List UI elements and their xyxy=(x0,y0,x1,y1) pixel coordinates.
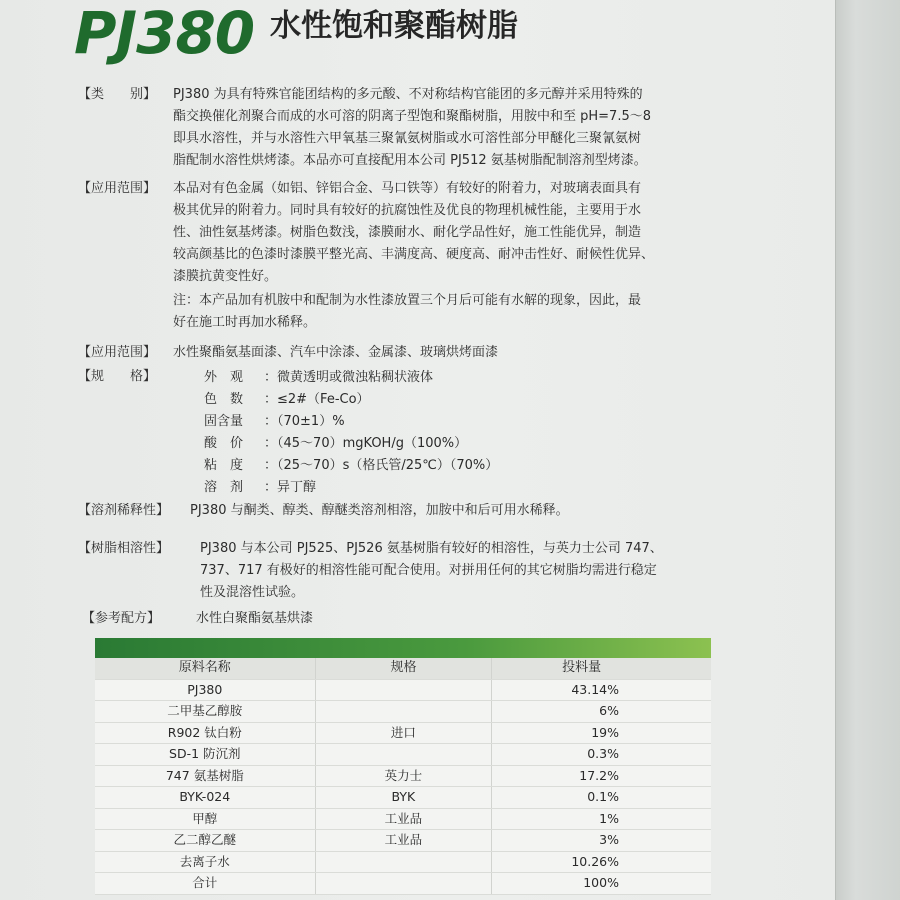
table-cell xyxy=(315,701,492,722)
table-cell: BYK xyxy=(315,787,492,808)
table-cell: 100% xyxy=(491,873,711,894)
text-line: 漆膜抗黄变性好。 xyxy=(173,269,278,284)
section-body: 水性聚酯氨基面漆、汽车中涂漆、金属漆、玻璃烘烤面漆 xyxy=(173,345,499,360)
spec-value: ：异丁醇 xyxy=(264,480,317,495)
table-header-band xyxy=(95,638,711,658)
section-label: 【应用范围】 xyxy=(78,345,157,360)
section-solvent xyxy=(78,500,798,522)
section-usage xyxy=(78,178,798,338)
section-usage-2 xyxy=(78,342,798,364)
table-cell: 去离子水 xyxy=(179,853,230,869)
text-line: PJ380 与本公司 PJ525、PJ526 氨基树脂有较好的相溶性，与英力士公司 747、 xyxy=(200,541,663,556)
spec-key: 酸 价 xyxy=(204,436,244,451)
section-body: PJ380 与酮类、醇类、醇醚类溶剂相溶，加胺中和后可用水稀释。 xyxy=(190,503,569,518)
text-line: PJ380 为具有特殊官能团结构的多元酸、不对称结构官能团的多元醇并采用特殊的 xyxy=(173,87,643,102)
section-label: 【应用范围】 xyxy=(78,181,157,196)
table-cell xyxy=(315,680,492,701)
table-cell: BYK-024 xyxy=(179,789,231,804)
text-line: 酯交换催化剂聚合而成的水可溶的阴离子型饱和聚酯树脂，用胺中和至 pH=7.5～8 xyxy=(173,109,651,124)
spec-key: 色 数 xyxy=(204,392,244,407)
spec-value: ：（25～70）s（格氏管/25℃）（70%） xyxy=(264,458,499,473)
table-cell: 43.14% xyxy=(491,680,711,701)
section-specs xyxy=(78,366,798,390)
table-cell: 工业品 xyxy=(315,830,492,851)
section-label: 【树脂相溶性】 xyxy=(78,541,170,556)
section-label: 【规 格】 xyxy=(78,369,157,384)
table-row xyxy=(95,787,711,809)
table-cell: 10.26% xyxy=(491,852,711,873)
column-header: 规格 xyxy=(315,658,492,679)
table-cell: 17.2% xyxy=(491,766,711,787)
table-body xyxy=(95,680,711,895)
section-body xyxy=(173,84,793,172)
column-header: 原料名称 xyxy=(178,660,231,675)
table-cell: 进口 xyxy=(315,723,492,744)
section-compat xyxy=(78,538,798,606)
table-cell: 英力士 xyxy=(315,766,492,787)
table-cell: SD-1 防沉剂 xyxy=(169,746,241,761)
section-label: 【类 别】 xyxy=(78,87,157,102)
table-cell: 二甲基乙醇胺 xyxy=(167,703,243,718)
table-cell: 0.1% xyxy=(491,787,711,808)
product-code: PJ380 xyxy=(74,0,255,67)
spec-key: 外 观 xyxy=(204,370,244,385)
table-cell: 0.3% xyxy=(491,744,711,765)
table-row xyxy=(95,766,711,788)
spec-key: 粘 度 xyxy=(204,458,244,473)
table-cell: R902 钛白粉 xyxy=(167,724,242,740)
text-line: 即具水溶性，并与水溶性六甲氧基三聚氰氨树脂或水可溶性部分甲醚化三聚氰氨树 xyxy=(173,131,642,146)
table-cell: 乙二醇乙醚 xyxy=(173,832,237,847)
table-row xyxy=(95,701,711,723)
section-body: 水性白聚酯氨基烘漆 xyxy=(196,611,314,626)
text-line: 脂配制水溶性烘烤漆。本品亦可直接配用本公司 PJ512 氨基树脂配制溶剂型烤漆。 xyxy=(173,153,647,168)
text-line: 性、油性氨基烤漆。树脂色数浅，漆膜耐水、耐化学品性好，施工性能优异，制造 xyxy=(173,225,642,240)
spec-key: 固含量 xyxy=(204,414,244,429)
table-cell xyxy=(315,873,492,894)
table-cell: 甲醇 xyxy=(192,810,218,826)
spec-key: 溶 剂 xyxy=(204,480,244,495)
table-row xyxy=(95,809,711,831)
table-cell: 3% xyxy=(491,830,711,851)
table-cell: PJ380 xyxy=(187,681,223,697)
text-line: 性及混溶性试验。 xyxy=(200,585,305,600)
note-line: 注：本产品加有机胺中和配制为水性漆放置三个月后可能有水解的现象，因此，最 xyxy=(173,293,642,308)
table-row xyxy=(95,830,711,852)
page-edge xyxy=(835,0,900,900)
table-header-row xyxy=(95,658,711,680)
table-row xyxy=(95,744,711,766)
table-cell: 1% xyxy=(491,809,711,830)
table-cell: 工业品 xyxy=(315,809,492,830)
text-line: 较高颜基比的色漆时漆膜平整光高、丰满度高、硬度高、耐冲击性好、耐候性优异、 xyxy=(173,247,655,262)
section-formula xyxy=(82,608,802,630)
note-line: 好在施工时再加水稀释。 xyxy=(173,315,317,330)
section-category xyxy=(78,84,798,176)
text-line: 极其优异的附着力。同时具有较好的抗腐蚀性及优良的物理机械性能，主要用于水 xyxy=(173,203,642,218)
column-header: 投料量 xyxy=(491,658,711,679)
spec-value: ：（45～70）mgKOH/g（100%） xyxy=(264,436,468,451)
spec-value: ：≤2#（Fe-Co） xyxy=(264,392,370,407)
spec-value: ：微黄透明或微浊粘稠状液体 xyxy=(264,370,434,385)
table-cell xyxy=(315,852,492,873)
section-body xyxy=(173,178,793,334)
section-label: 【溶剂稀释性】 xyxy=(78,503,170,518)
table-cell: 6% xyxy=(491,701,711,722)
table-cell: 合计 xyxy=(192,875,218,890)
table-cell: 747 氨基树脂 xyxy=(165,767,244,783)
table-cell xyxy=(315,744,492,765)
table-cell: 19% xyxy=(491,723,711,744)
spec-value: ：（70±1）% xyxy=(264,414,345,429)
text-line: 本品对有色金属（如铝、锌铝合金、马口铁等）有较好的附着力，对玻璃表面具有 xyxy=(173,181,642,196)
product-name: 水性饱和聚酯树脂 xyxy=(270,8,518,44)
section-label: 【参考配方】 xyxy=(82,611,161,626)
table-row xyxy=(95,873,711,895)
table-row xyxy=(95,680,711,702)
formula-table xyxy=(95,638,711,895)
table-row xyxy=(95,852,711,874)
section-body xyxy=(200,538,800,604)
table-row xyxy=(95,723,711,745)
text-line: 737、717 有极好的相溶性能可配合使用。对拼用任何的其它树脂均需进行稳定 xyxy=(200,563,657,578)
